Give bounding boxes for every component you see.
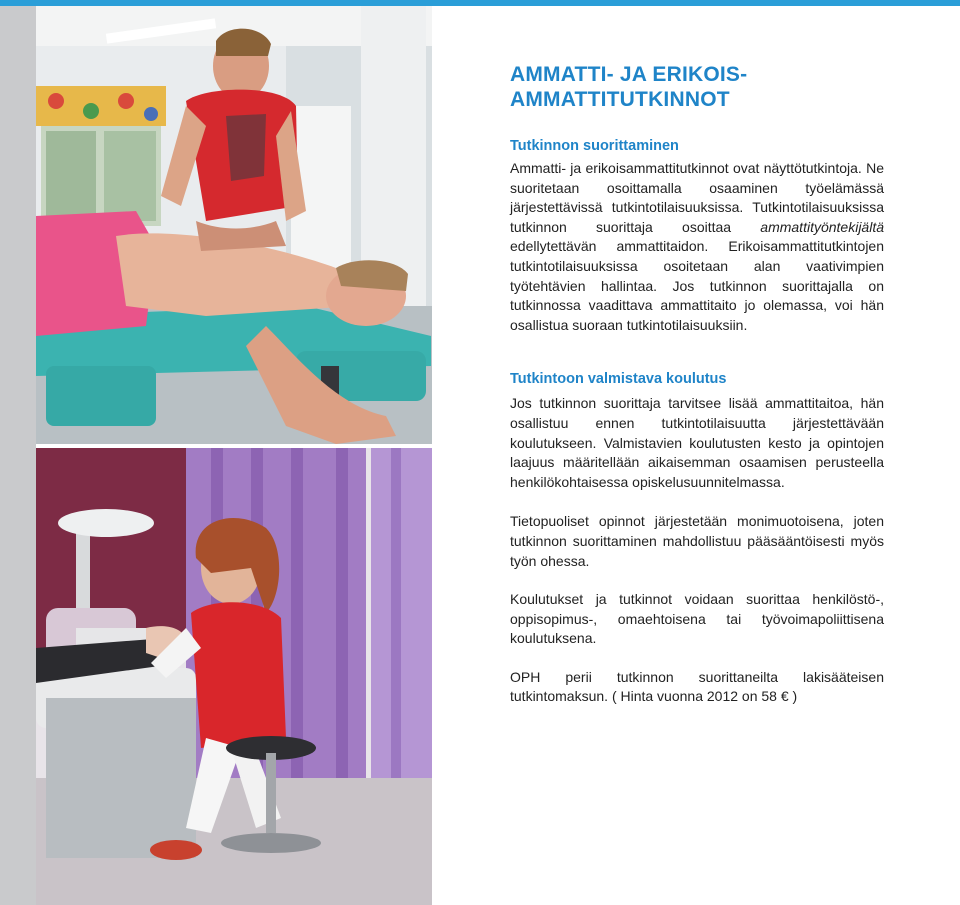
foot-care-illustration — [36, 448, 432, 905]
section2-paragraph2: Tietopuoliset opinnot järjestetään monimuotoisena, joten tutkinnon suorittaminen mahdollistuu pääsääntöisesti myös työn ohessa. — [510, 513, 884, 569]
section1-paragraph — [510, 159, 884, 335]
left-side-band — [0, 0, 36, 905]
section2-paragraph3: Koulutukset ja tutkinnot voidaan suorittaa henkilöstö-, oppisopimus-, omaehtoisena tai työvoimapoliittisena koulutuksena. — [510, 591, 884, 647]
page-title-line1: AMMATTI- JA ERIKOIS- — [510, 63, 748, 86]
text-column — [510, 62, 884, 707]
massage-illustration — [36, 6, 432, 444]
massage-photo — [36, 6, 432, 444]
section1-text-a: Ammatti- ja erikoisammattitutkinnot ovat näyttötutkintoja. Ne suoritetaan osoittamalla osaaminen työelämässä järjestettävissä tutkintotilaisuuksissa. Tutkintotilaisuuksissa tutkinnon suorittaja osoittaa — [510, 160, 884, 235]
section2-heading: Tutkintoon valmistava koulutus — [510, 371, 727, 388]
side-band-accent — [0, 0, 36, 6]
section1-text-b: edellytettävän ammattitaidon. Erikoisammattitutkintojen tutkintotilaisuuksissa osoitetaan alan vaativimpien työtehtävien hallintaa. Jos tutkinnon suorittajalla on tutkinnossa vaadittava ammattitaito jo olemassa, voi hän osallistua suoraan tutkintotilaisuuksiin. — [510, 238, 884, 333]
section1-text-emphasis: ammattityöntekijältä — [760, 218, 884, 235]
section2-paragraph1: Jos tutkinnon suorittaja tarvitsee lisää ammattitaitoa, hän osallistuu ennen tutkintotilaisuutta järjestettävään koulutukseen. Valmistavien koulutusten kesto ja opintojen laajuus määritellään aikaisemman osaamisen perusteella henkilökohtaisessa opiskelusuunnitelmassa. — [510, 395, 884, 490]
section1-heading: Tutkinnon suorittaminen — [510, 138, 679, 154]
page-title — [510, 62, 884, 112]
page-title-line2: AMMATTITUTKINNOT — [510, 88, 730, 111]
section2-paragraph4: OPH perii tutkinnon suorittaneilta lakisääteisen tutkintomaksun. ( Hinta vuonna 2012 on 58 € ) — [510, 668, 884, 705]
foot-care-photo — [36, 448, 432, 905]
